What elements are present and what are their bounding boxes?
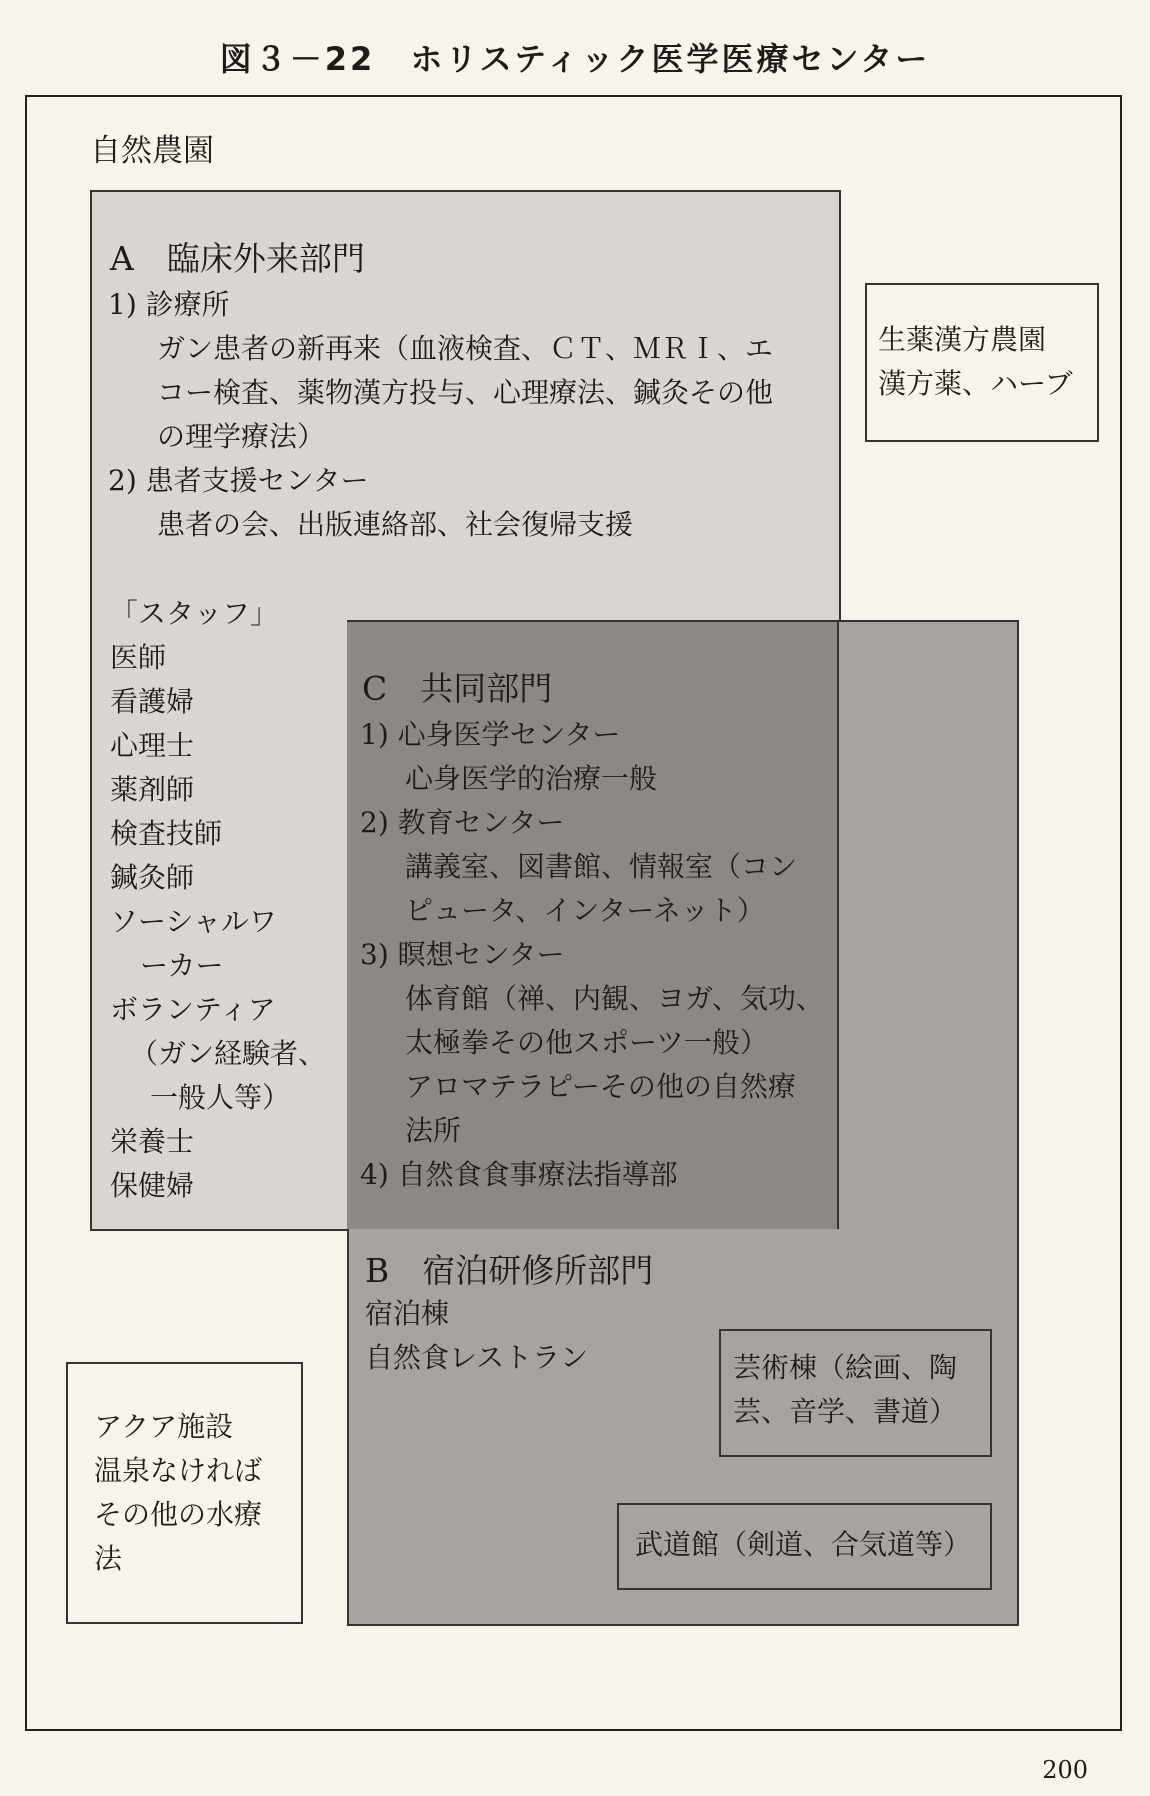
section-c-line: 講義室、図書館、情報室（コン <box>405 850 798 883</box>
staff-item: 心理士 <box>110 729 195 762</box>
section-a-line: 1) 診療所 <box>108 288 230 321</box>
herb-garden-line: 生薬漢方農園 <box>878 323 1047 356</box>
staff-item: 検査技師 <box>110 817 223 850</box>
staff-item: ーカー <box>140 949 224 982</box>
aqua-line: アクア施設 <box>94 1410 234 1443</box>
staff-item: ボランティア <box>110 993 276 1026</box>
art-building-line: 芸術棟（絵画、陶 <box>733 1351 958 1384</box>
staff-item: 保健婦 <box>110 1169 195 1202</box>
staff-item: 栄養士 <box>110 1125 195 1158</box>
section-c-line: 法所 <box>405 1114 462 1147</box>
section-c-line: 心身医学的治療一般 <box>405 762 658 795</box>
section-b-line: 自然食レストラン <box>365 1341 589 1374</box>
section-b-line: 宿泊棟 <box>365 1297 450 1330</box>
section-c-line: ピュータ、インターネット） <box>405 894 765 927</box>
farm-label: 自然農園 <box>90 133 214 169</box>
figure-title: 図３－22 ホリスティック医学医療センター <box>219 40 931 78</box>
section-a-line: コー検査、薬物漢方投与、心理療法、鍼灸その他 <box>157 376 774 409</box>
section-c-line: 体育館（禅、内観、ヨガ、気功、 <box>405 982 824 1015</box>
section-a-line: 患者の会、出版連絡部、社会復帰支援 <box>157 508 634 541</box>
staff-item: 鍼灸師 <box>110 861 195 894</box>
section-c-line: 1) 心身医学センター <box>360 718 621 751</box>
aqua-line: 法 <box>94 1542 123 1575</box>
aqua-line: その他の水療 <box>94 1498 263 1531</box>
aqua-line: 温泉なければ <box>94 1454 263 1487</box>
section-b-heading: B 宿泊研修所部門 <box>365 1251 654 1290</box>
staff-item: 一般人等） <box>150 1081 291 1114</box>
section-c-line: 2) 教育センター <box>360 806 565 839</box>
section-c-line: アロマテラピーその他の自然療 <box>405 1070 796 1103</box>
art-building-line: 芸、音学、書道） <box>733 1395 958 1428</box>
section-c-line: 太極拳その他スポーツ一般） <box>405 1026 768 1059</box>
section-c-heading: C 共同部門 <box>362 669 553 708</box>
section-a-line: ガン患者の新再来（血液検査、ＣＴ、ＭＲＩ、エ <box>157 332 774 365</box>
herb-garden-line: 漢方薬、ハーブ <box>878 367 1073 400</box>
staff-item: ソーシャルワ <box>110 905 277 938</box>
staff-item: 医師 <box>110 641 167 674</box>
section-a-line: の理学療法） <box>157 420 326 453</box>
section-a-heading: A 臨床外来部門 <box>110 239 365 278</box>
section-c-line: 4) 自然食食事療法指導部 <box>360 1158 678 1191</box>
staff-item: （ガン経験者、 <box>130 1037 327 1070</box>
staff-heading: 「スタッフ」 <box>110 597 279 630</box>
page-number: 200 <box>1042 1756 1088 1784</box>
staff-item: 看護婦 <box>110 685 195 718</box>
section-a-line: 2) 患者支援センター <box>108 464 369 497</box>
section-c-line: 3) 瞑想センター <box>360 938 565 971</box>
staff-item: 薬剤師 <box>110 773 195 806</box>
budo-hall-label: 武道館（剣道、合気道等） <box>635 1528 972 1561</box>
